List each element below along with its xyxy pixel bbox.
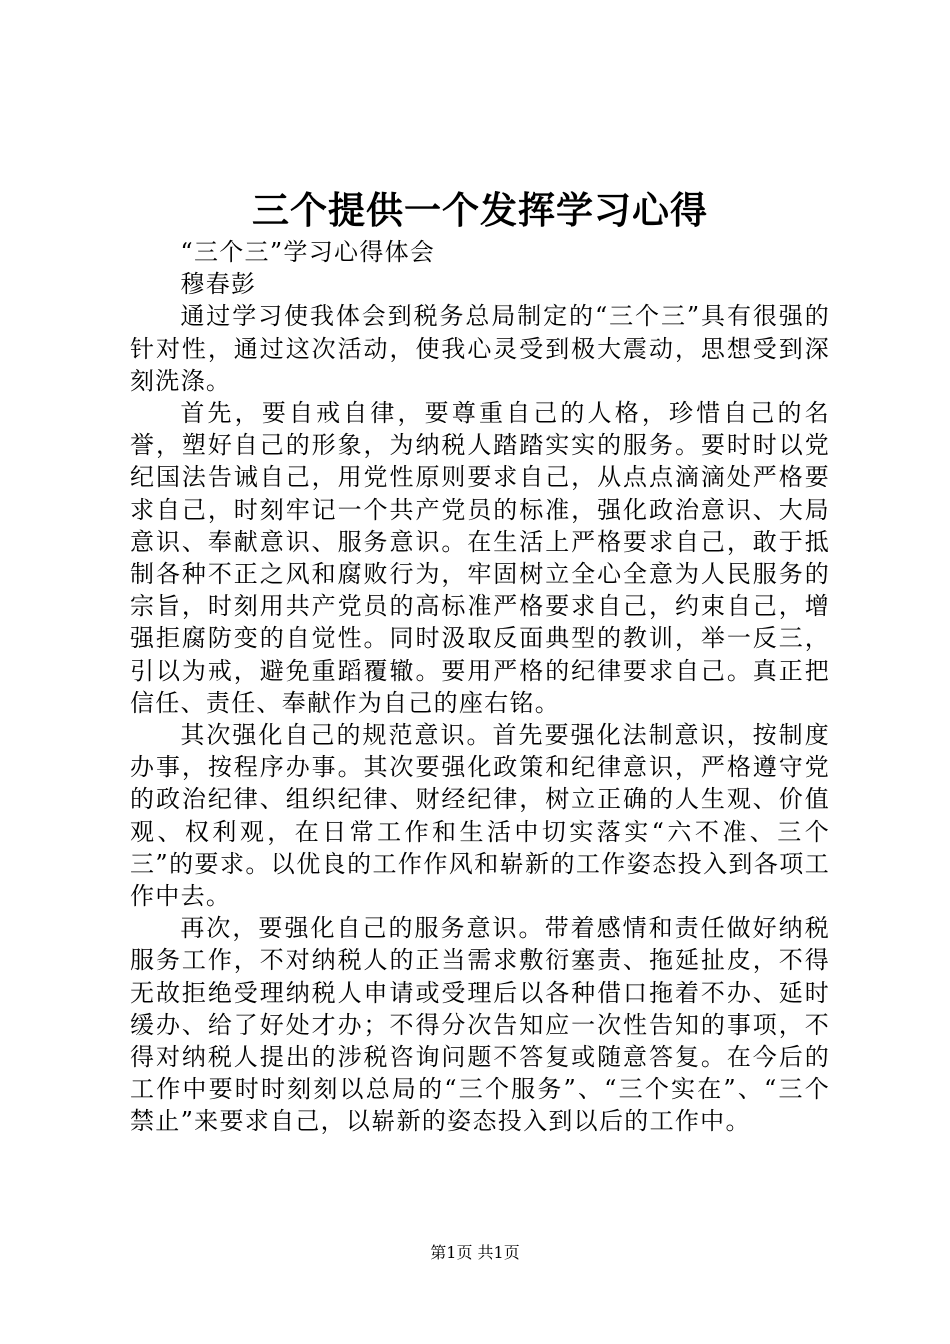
body-paragraph-third: 再次，要强化自己的服务意识。带着感情和责任做好纳税服务工作，不对纳税人的正当需求敷衍塞责、拖延扯皮，不得无故拒绝受理纳税人申请或受理后以各种借口拖着不办、延时缓办、给了好处才办；不得分次告知应一次性告知的事项，不得对纳税人提出的涉税咨询问题不答复或随意答复。在今后的工作中要时时刻刻以总局的“三个服务”、“三个实在”、“三个禁止”来要求自己，以崭新的姿态投入到以后的工作中。 <box>130 914 830 1136</box>
page-footer: 第1页 共1页 <box>430 1243 520 1262</box>
document-body <box>130 236 830 1138</box>
document-title: 三个提供一个发挥学习心得 <box>252 188 708 232</box>
body-paragraph-second: 其次强化自己的规范意识。首先要强化法制意识，按制度办事，按程序办事。其次要强化政策和纪律意识，严格遵守党的政治纪律、组织纪律、财经纪律，树立正确的人生观、价值观、权利观，在日常工作和生活中切实落实“六不准、三个三”的要求。以优良的工作作风和崭新的工作姿态投入到各项工作中去。 <box>130 721 830 911</box>
author-paragraph: 穆春彭 <box>180 270 257 299</box>
body-paragraph-first: 首先，要自戒自律，要尊重自己的人格，珍惜自己的名誉，塑好自己的形象，为纳税人踏踏实实的服务。要时时以党纪国法告诫自己，用党性原则要求自己，从点点滴滴处严格要求自己，时刻牢记一个共产党员的标准，强化政治意识、大局意识、奉献意识、服务意识。在生活上严格要求自己，敢于抵制各种不正之风和腐败行为，牢固树立全心全意为人民服务的宗旨，时刻用共产党员的高标准严格要求自己，约束自己，增强拒腐防变的自觉性。同时汲取反面典型的教训，举一反三，引以为戒，避免重蹈覆辙。要用严格的纪律要求自己。真正把信任、责任、奉献作为自己的座右铭。 <box>130 399 830 717</box>
subtitle-paragraph: “三个三”学习心得体会 <box>180 238 436 266</box>
body-paragraph-intro: 通过学习使我体会到税务总局制定的“三个三”具有很强的针对性，通过这次活动，使我心灵受到极大震动，思想受到深刻洗涤。 <box>130 302 830 395</box>
